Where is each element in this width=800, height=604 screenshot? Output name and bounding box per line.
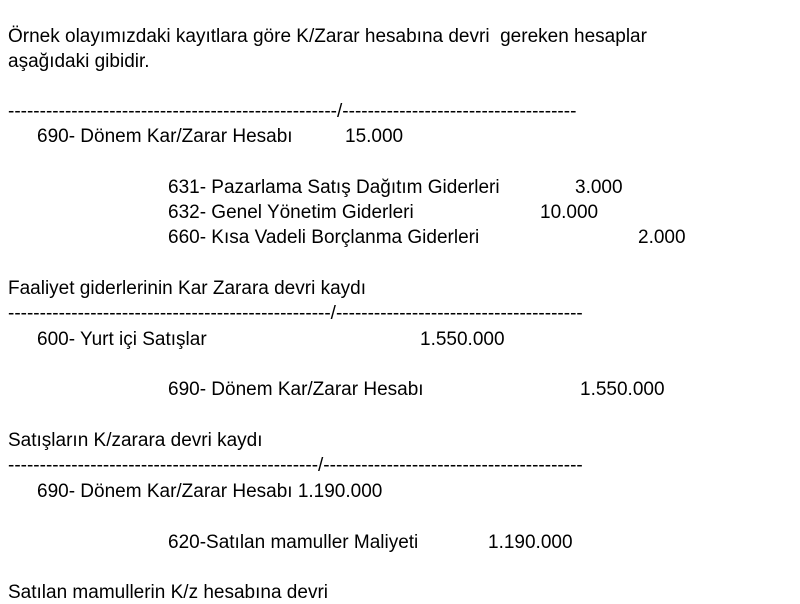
entry1-divider: ----------------------------------------------------/------------------------------------- [8, 101, 577, 122]
entry3-caption: Satılan mamullerin K/z hesabına devri [8, 582, 328, 603]
entry1-credit-amount-632: 10.000 [540, 202, 599, 223]
entry1-credit-account-660: 660- Kısa Vadeli Borçlanma Giderleri [168, 227, 480, 248]
entry3-credit-account: 620-Satılan mamuller Maliyeti [168, 532, 419, 553]
entry2-credit-account: 690- Dönem Kar/Zarar Hesabı [168, 379, 424, 400]
entry3-divider: -------------------------------------------------/----------------------------------------- [8, 455, 583, 476]
entry3-debit-account: 690- Dönem Kar/Zarar Hesabı 1.190.000 [37, 481, 383, 502]
entry2-debit-account: 600- Yurt içi Satışlar [37, 329, 207, 350]
entry1-credit-account-632: 632- Genel Yönetim Giderleri [168, 202, 414, 223]
entry2-caption: Satışların K/zarara devri kaydı [8, 430, 263, 451]
intro-line-1: Örnek olayımızdaki kayıtlara göre K/Zarar hesabına devri gereken hesaplar [8, 26, 647, 47]
entry3-credit-amount: 1.190.000 [488, 532, 573, 553]
intro-line-2: aşağıdaki gibidir. [8, 51, 150, 72]
entry1-credit-amount-631: 3.000 [575, 177, 623, 198]
entry1-credit-account-631: 631- Pazarlama Satış Dağıtım Giderleri [168, 177, 500, 198]
entry1-debit-account: 690- Dönem Kar/Zarar Hesabı [37, 126, 293, 147]
entry2-divider: ---------------------------------------------------/--------------------------------------- [8, 303, 583, 324]
entry1-credit-amount-660: 2.000 [638, 227, 686, 248]
entry1-caption: Faaliyet giderlerinin Kar Zarara devri kaydı [8, 278, 366, 299]
entry2-debit-amount: 1.550.000 [420, 329, 505, 350]
entry1-debit-amount: 15.000 [345, 126, 404, 147]
entry2-credit-amount: 1.550.000 [580, 379, 665, 400]
